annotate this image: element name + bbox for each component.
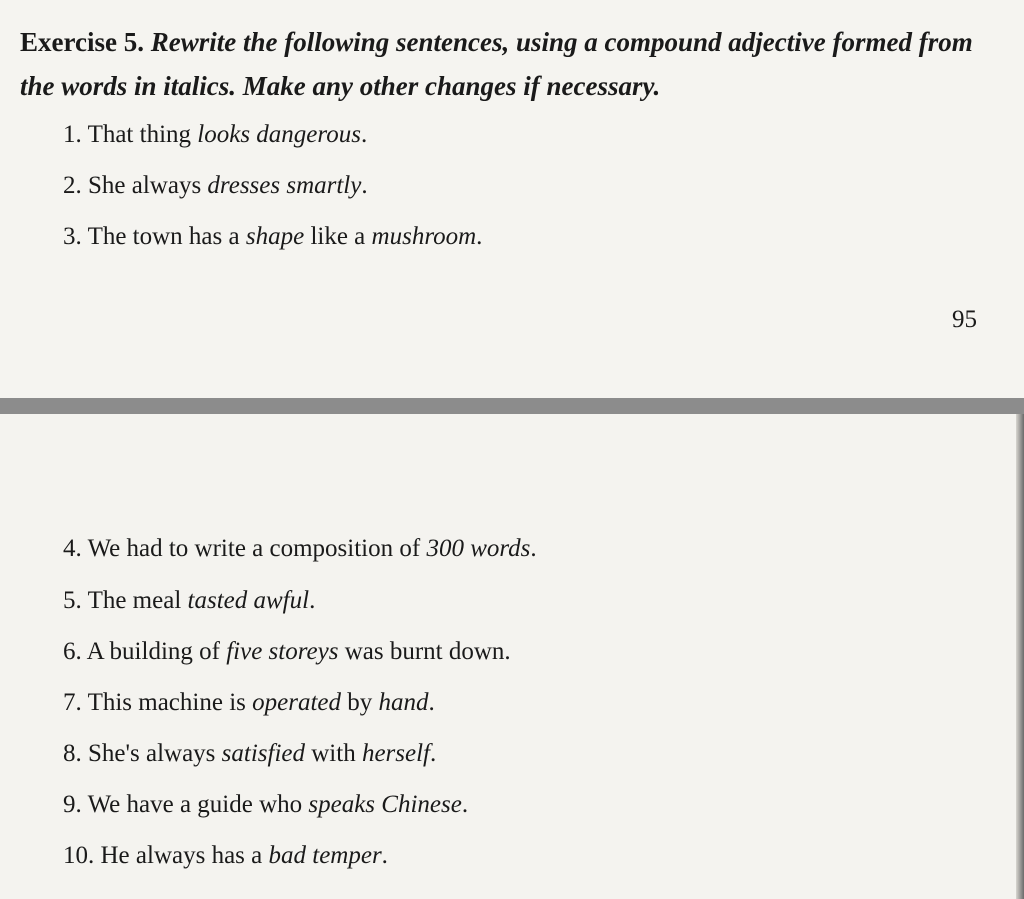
item-italic: shape [245,223,305,250]
page-number: 95 [952,306,977,333]
list-item [63,587,315,615]
item-text: with [305,740,362,767]
item-text: This machine is [87,689,253,716]
item-text: The meal [87,587,188,614]
item-number: 5. [63,587,82,614]
item-number: 7. [63,689,82,716]
page-divider [0,398,1024,414]
exercise-label: Exercise 5. [20,27,144,57]
item-text: . [430,740,437,767]
item-text: The town has a [87,223,246,250]
list-item [63,842,388,870]
item-number: 10. [63,842,95,869]
exercise-instruction: Rewrite the following sentences, using a compound adjective formed from the words in italics. Make any other changes if necessary. [20,27,973,101]
item-text: . [476,223,483,250]
exercise-heading [20,20,995,108]
item-text: . [428,689,435,716]
item-number: 1. [63,121,82,148]
item-italic: speaks Chinese [308,791,462,818]
list-item [63,535,537,563]
page-edge-shadow [1016,414,1024,899]
item-text: We have a guide who [87,791,309,818]
item-number: 8. [63,740,82,767]
item-number: 2. [63,172,82,199]
item-text: She always [88,172,208,199]
item-text: like a [304,223,372,250]
item-text: was burnt down. [338,638,511,665]
item-text: . [360,121,368,148]
item-text: She's always [88,740,222,767]
item-number: 4. [63,535,82,562]
item-text: by [341,689,379,716]
item-text: We had to write a composition of [87,535,427,562]
list-item [63,121,367,149]
item-text: . [381,842,388,869]
item-italic: bad temper [268,842,382,869]
item-italic: hand [378,689,429,716]
item-number: 3. [63,223,82,250]
item-italic: satisfied [221,740,305,767]
item-text: . [309,587,316,614]
item-text: . [530,535,537,562]
item-italic: tasted awful [187,587,310,614]
item-italic: operated [252,689,341,716]
item-number: 9. [63,791,82,818]
item-text: He always has a [100,842,269,869]
item-text: That thing [87,121,198,148]
item-italic: dresses smartly [207,172,362,199]
item-text: . [461,791,469,818]
item-italic: herself [361,740,430,767]
list-item [63,172,368,200]
item-text: A building of [86,638,227,665]
item-italic: mushroom [371,223,477,250]
list-item [63,740,436,768]
item-text: . [361,172,368,199]
item-number: 6. [63,638,82,665]
list-item [63,689,435,717]
list-item [63,638,511,666]
list-item [63,223,482,251]
item-italic: five storeys [226,638,339,665]
item-italic: 300 words [426,535,531,562]
list-item [63,791,468,819]
item-italic: looks dangerous [197,121,361,148]
